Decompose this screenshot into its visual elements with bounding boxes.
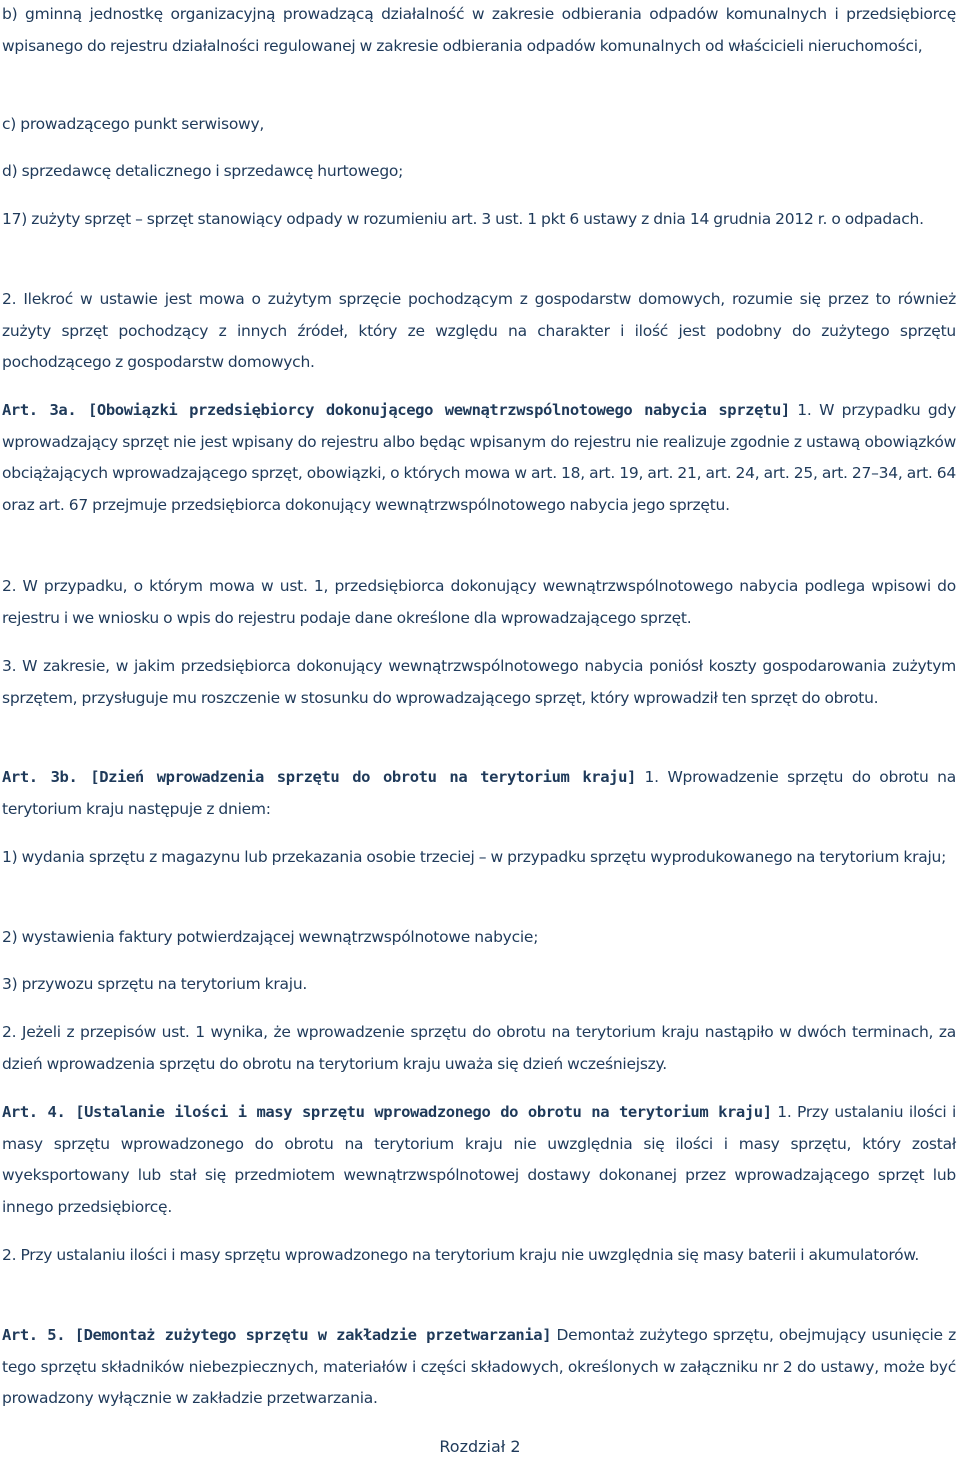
article-heading-4: Art. 4. [Ustalanie ilości i masy sprzętu wprowadzonego do obrotu na terytorium kraju]	[2, 1103, 772, 1121]
paragraph-art4-ust1	[2, 1097, 956, 1223]
paragraph-art4-ust2: 2. Przy ustalaniu ilości i masy sprzętu wprowadzonego na terytorium kraju nie uwzględnia się masy baterii i akumulatorów.	[2, 1246, 920, 1264]
paragraph-d: d) sprzedawcę detalicznego i sprzedawcę hurtowego;	[2, 162, 404, 180]
paragraph-art3-ust2: 2. Ilekroć w ustawie jest mowa o zużytym sprzęcie pochodzącym z gospodarstw domowych, rozumie się przez to również zużyty sprzęt pochodzący z innych źródeł, który ze względu na charakter i ilość jest podobny do zużytego sprzętu pochodzącego z gospodarstw domowych.	[2, 290, 956, 371]
article-heading-5: Art. 5. [Demontaż zużytego sprzętu w zakładzie przetwarzania]	[2, 1326, 552, 1344]
paragraph-art3b-ust1	[2, 762, 956, 825]
article-heading-3b: Art. 3b. [Dzień wprowadzenia sprzętu do obrotu na terytorium kraju]	[2, 768, 636, 786]
article-heading-3a: Art. 3a. [Obowiązki przedsiębiorcy dokonującego wewnątrzwspólnotowego nabycia sprzętu]	[2, 401, 790, 419]
article-text-3a: 1. W przypadku gdy wprowadzający sprzęt nie jest wpisany do rejestru albo będąc wpisanym do rejestru nie realizuje zgodnie z ustawą obowiązków obciążających wprowadzającego sprzęt, obowiązki, o których mowa w art. 18, art. 19, art. 21, art. 24, art. 25, art. 27–34, art. 64 oraz art. 67 przejmuje przedsiębiorca dokonujący wewnątrzwspólnotowego nabycia jego sprzętu.	[2, 401, 956, 514]
paragraph-b: b) gminną jednostkę organizacyjną prowadzącą działalność w zakresie odbierania odpadów komunalnych i przedsiębiorcę wpisanego do rejestru działalności regulowanej w zakresie odbierania odpadów komunalnych od właścicieli nieruchomości,	[2, 5, 956, 55]
paragraph-art3b-ust2: 2. Jeżeli z przepisów ust. 1 wynika, że wprowadzenie sprzętu do obrotu na terytorium kraju nastąpiło w dwóch terminach, za dzień wprowadzenia sprzętu do obrotu na terytorium kraju uważa się dzień wcześniejszy.	[2, 1023, 956, 1073]
paragraph-art3b-pkt3: 3) przywozu sprzętu na terytorium kraju.	[2, 975, 308, 993]
article-text-4: 1. Przy ustalaniu ilości i masy sprzętu wprowadzonego do obrotu na terytorium kraju nie uwzględnia się ilości i masy sprzętu, który został wyeksportowany lub stał się przedmiotem wewnątrzwspólnotowej dostawy dokonanej przez wprowadzającego sprzęt lub innego przedsiębiorcę.	[2, 1103, 956, 1216]
paragraph-17: 17) zużyty sprzęt – sprzęt stanowiący odpady w rozumieniu art. 3 ust. 1 pkt 6 ustawy z dnia 14 grudnia 2012 r. o odpadach.	[2, 210, 924, 228]
paragraph-art3b-pkt1: 1) wydania sprzętu z magazynu lub przekazania osobie trzeciej – w przypadku sprzętu wyprodukowanego na terytorium kraju;	[2, 848, 947, 866]
paragraph-c: c) prowadzącego punkt serwisowy,	[2, 115, 265, 133]
paragraph-art3b-pkt2: 2) wystawienia faktury potwierdzającej wewnątrzwspólnotowe nabycie;	[2, 928, 539, 946]
paragraph-art3a-ust3: 3. W zakresie, w jakim przedsiębiorca dokonujący wewnątrzwspólnotowego nabycia poniósł koszty gospodarowania zużytym sprzętem, przysługuje mu roszczenie w stosunku do wprowadzającego sprzęt, który wprowadził ten sprzęt do obrotu.	[2, 657, 956, 707]
paragraph-art3a-ust2: 2. W przypadku, o którym mowa w ust. 1, przedsiębiorca dokonujący wewnątrzwspólnotowego nabycia podlega wpisowi do rejestru i we wniosku o wpis do rejestru podaje dane określone dla wprowadzającego sprzęt.	[2, 577, 956, 627]
paragraph-art3a-ust1	[2, 395, 956, 521]
article-text-3b: 1. Wprowadzenie sprzętu do obrotu na terytorium kraju następuje z dniem:	[2, 768, 956, 818]
article-text-5: Demontaż zużytego sprzętu, obejmujący usunięcie z tego sprzętu składników niebezpiecznych, materiałów i części składowych, określonych w załączniku nr 2 do ustawy, może być prowadzony wyłącznie w zakładzie przetwarzania.	[2, 1326, 956, 1407]
chapter-footer: Rozdział 2	[439, 1437, 521, 1456]
paragraph-art5	[2, 1320, 956, 1415]
